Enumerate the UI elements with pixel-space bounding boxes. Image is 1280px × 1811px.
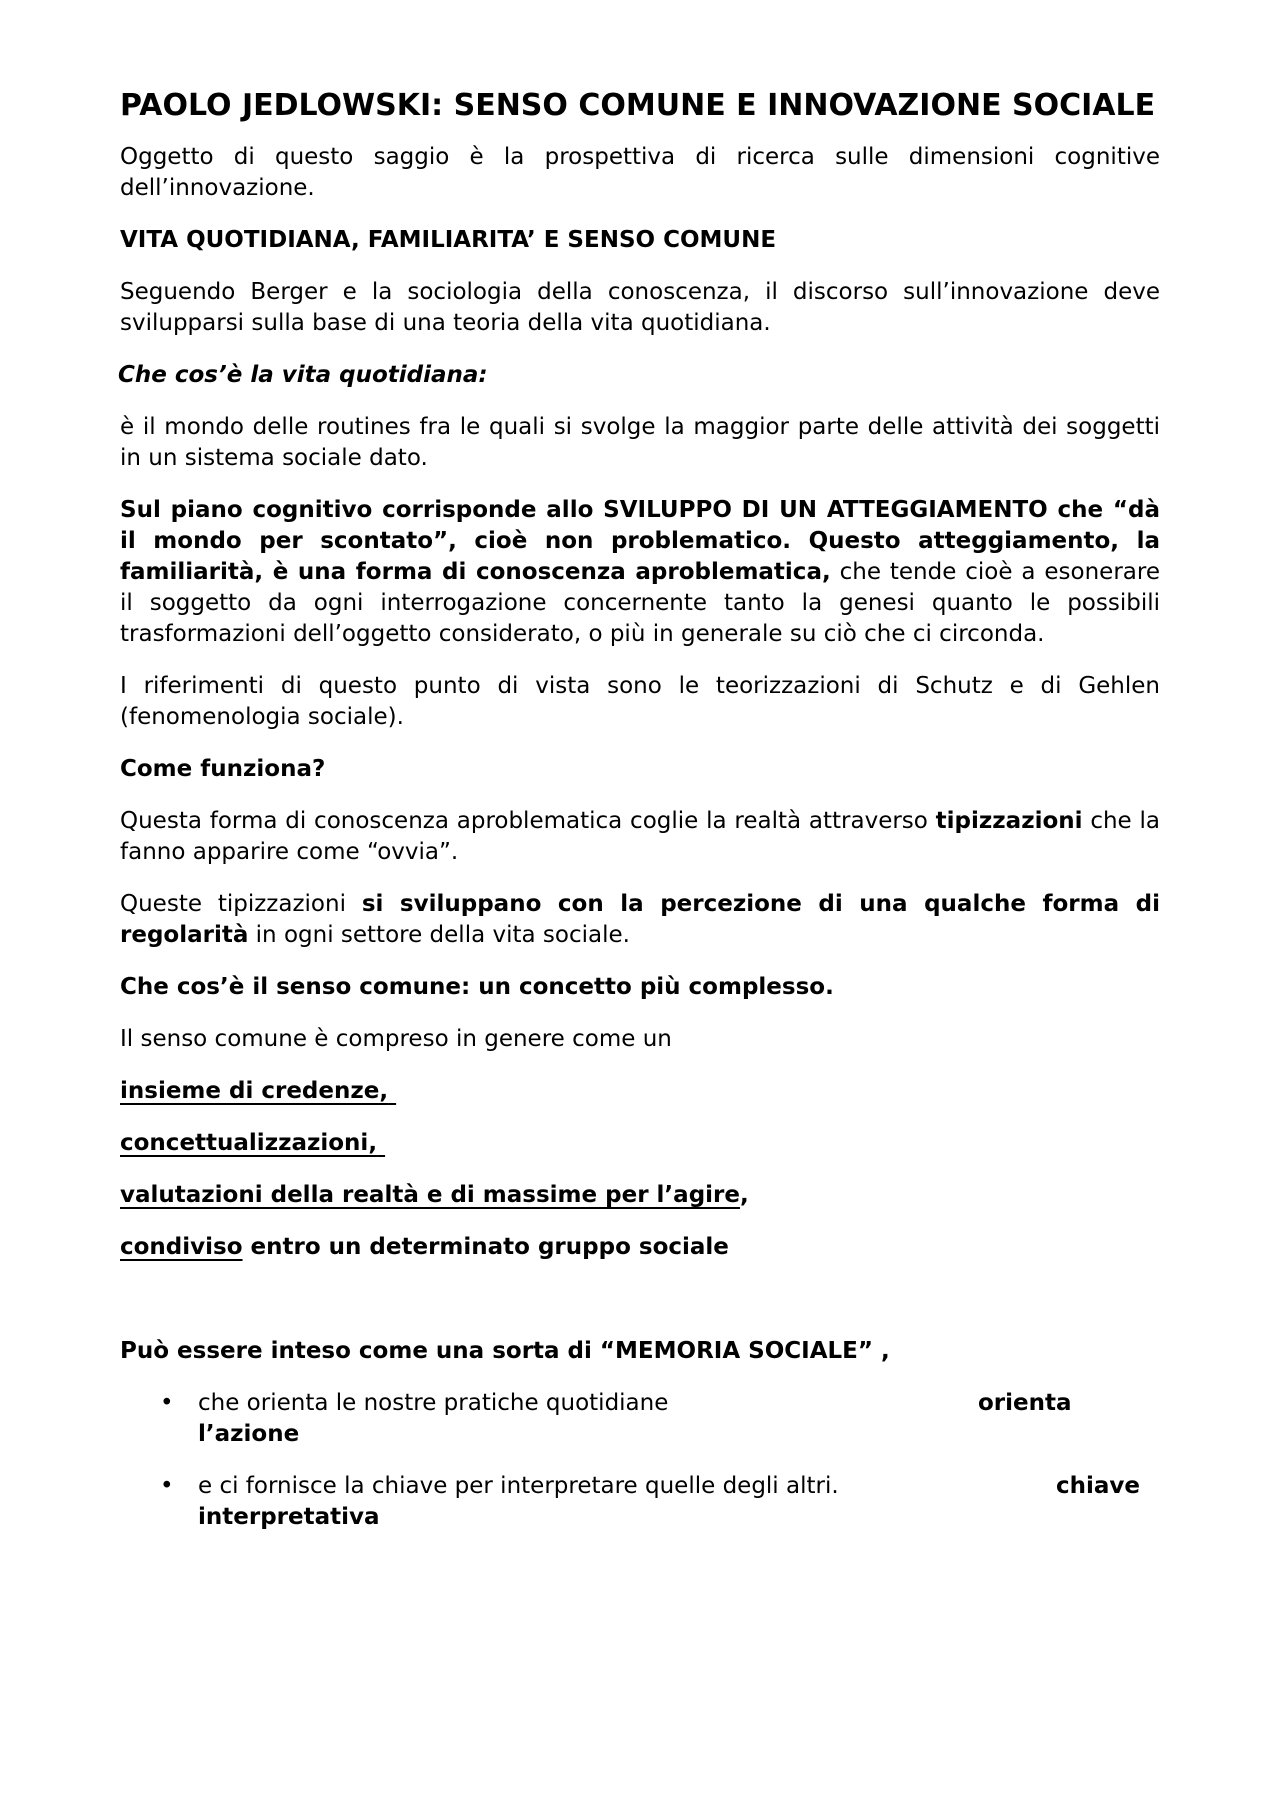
bullet-tag-first: chiave <box>1056 1473 1141 1499</box>
document-page <box>120 86 1160 1554</box>
vertical-spacer <box>120 1284 1160 1336</box>
bullet-text: che orienta le nostre pratiche quotidiane <box>198 1390 669 1416</box>
intro-paragraph: Oggetto di questo saggio è la prospettiva di ricerca sulle dimensioni cognitive dell’innovazione. <box>120 144 1160 201</box>
bullet-icon: • <box>160 1390 174 1416</box>
tipizzazioni-paragraph <box>120 806 1160 868</box>
definition-vita-paragraph: è il mondo delle routines fra le quali si svolge la maggior parte delle attività dei soggetti in un sistema sociale dato. <box>120 414 1160 471</box>
bullet-icon: • <box>160 1473 174 1499</box>
list-line-concettualizzazioni <box>120 1128 1160 1159</box>
list-item <box>160 1388 1160 1450</box>
bullet-text: e ci fornisce la chiave per interpretare quelle degli altri. <box>198 1473 839 1499</box>
question-senso-comune: Che cos’è il senso comune: un concetto più complesso. <box>120 974 834 1000</box>
berger-paragraph: Seguendo Berger e la sociologia della conoscenza, il discorso sull’innovazione deve svilupparsi sulla base di una teoria della vita quotidiana. <box>120 279 1160 336</box>
piano-rest-text: che tende cioè a esonerare il soggetto da ogni interrogazione concernente tanto la genesi quanto le possibili trasformazioni dell’oggetto considerato, o più in generale su ciò che ci circonda. <box>120 559 1160 647</box>
senso-comune-intro: Il senso comune è compreso in genere come un <box>120 1026 672 1052</box>
list-line-credenze <box>120 1076 1160 1107</box>
list-line-condiviso <box>120 1232 1160 1263</box>
piano-bold-text: Sul piano cognitivo corrisponde allo SVILUPPO DI UN ATTEGGIAMENTO che “dà il mondo per scontato”, cioè non problematico. Questo atteggiamento, la familiarità, è una forma di conoscenza aproblematica, <box>120 497 1160 585</box>
reg-text-a: Queste tipizzazioni <box>120 891 362 917</box>
reg-text-c: in ogni settore della vita sociale. <box>248 922 630 948</box>
piano-cognitivo-paragraph <box>120 495 1160 650</box>
condiviso-rest: entro un determinato gruppo sociale <box>242 1234 729 1260</box>
valutazioni-comma: , <box>739 1182 749 1208</box>
tip-text-a: Questa forma di conoscenza aproblematica coglie la realtà attraverso <box>120 808 936 834</box>
question-vita-text: Che cos’è la vita quotidiana: <box>118 362 488 388</box>
bullet-tag-rest: interpretativa <box>198 1504 380 1530</box>
section-heading-vita-quotidiana: VITA QUOTIDIANA, FAMILIARITA’ E SENSO COMUNE <box>120 227 777 253</box>
bullet-tag-first: orienta <box>978 1390 1072 1416</box>
document-title: PAOLO JEDLOWSKI: SENSO COMUNE E INNOVAZIONE SOCIALE <box>120 88 1156 123</box>
riferimenti-paragraph: I riferimenti di questo punto di vista sono le teorizzazioni di Schutz e di Gehlen (fenomenologia sociale). <box>120 673 1160 730</box>
underlined-credenze: insieme di credenze, <box>120 1078 389 1104</box>
bullet-list <box>120 1388 1160 1533</box>
list-line-valutazioni <box>120 1180 1160 1211</box>
question-come-funziona: Come funziona? <box>120 756 326 782</box>
list-item <box>160 1471 1160 1533</box>
underline-trail-2 <box>377 1130 385 1156</box>
underlined-condiviso: condiviso <box>120 1234 243 1260</box>
underline-trail-1 <box>388 1078 396 1104</box>
underlined-concettualizzazioni: concettualizzazioni, <box>120 1130 378 1156</box>
underlined-valutazioni: valutazioni della realtà e di massime per l’agire <box>120 1182 740 1208</box>
bullet-tag-rest: l’azione <box>198 1421 300 1447</box>
regolarita-paragraph <box>120 889 1160 951</box>
reg-text-b: si sviluppano con la percezione di una qualche forma di regolarità <box>120 891 1161 948</box>
question-vita-quotidiana <box>120 360 1160 391</box>
tip-text-c: che la fanno apparire come “ovvia”. <box>120 808 1160 865</box>
tip-text-b: tipizzazioni <box>935 808 1083 834</box>
memoria-sociale-paragraph: Può essere inteso come una sorta di “MEMORIA SOCIALE” , <box>120 1338 890 1364</box>
